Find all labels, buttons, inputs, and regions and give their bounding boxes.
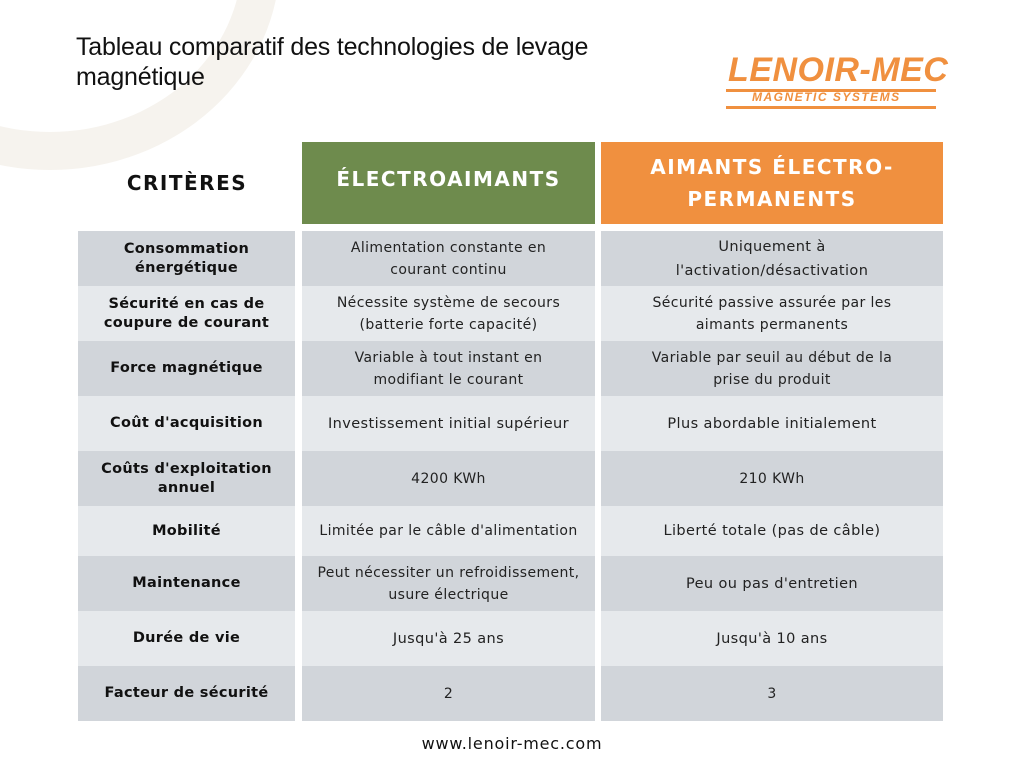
criterion-mobilite: Mobilité (78, 506, 295, 556)
header-electro-permanent (601, 142, 943, 224)
header-electromagnets: ÉLECTROAIMANTS (302, 142, 595, 224)
permanent-securite: Sécurité passive assurée par les aimants permanents (601, 286, 943, 341)
electro-maintenance: Peut nécessiter un refroidissement, usure électrique (302, 556, 595, 611)
electro-mobilite: Limitée par le câble d'alimentation (302, 506, 595, 556)
criterion-couts-exploitation: Coûts d'exploitation annuel (78, 451, 295, 506)
electro-consommation: Alimentation constante en courant continu (302, 231, 595, 286)
criterion-maintenance: Maintenance (78, 556, 295, 611)
criterion-securite: Sécurité en cas de coupure de courant (78, 286, 295, 341)
criterion-duree-vie: Durée de vie (78, 611, 295, 666)
criterion-cout-acquisition: Coût d'acquisition (78, 396, 295, 451)
electro-securite: Nécessite système de secours (batterie forte capacité) (302, 286, 595, 341)
electro-duree-vie: Jusqu'à 25 ans (302, 611, 595, 666)
electro-cout-acquisition: Investissement initial supérieur (302, 396, 595, 451)
permanent-mobilite: Liberté totale (pas de câble) (601, 506, 943, 556)
criterion-facteur-securite: Facteur de sécurité (78, 666, 295, 721)
electro-facteur-securite: 2 (302, 666, 595, 721)
electro-couts-exploitation: 4200 KWh (302, 451, 595, 506)
permanent-force: Variable par seuil au début de la prise du produit (601, 341, 943, 396)
header-electro-permanent-line1: AIMANTS ÉLECTRO- (650, 155, 894, 179)
header-criteria: CRITÈRES (126, 171, 248, 195)
electro-force: Variable à tout instant en modifiant le courant (302, 341, 595, 396)
permanent-facteur-securite: 3 (601, 666, 943, 721)
criterion-consommation: Consommation énergétique (78, 231, 295, 286)
company-logo (722, 51, 949, 112)
logo-subtitle: MAGNETIC SYSTEMS (752, 90, 901, 104)
logo-name: LENOIR-MEC (728, 51, 949, 89)
page-title: Tableau comparatif des technologies de levage magnétique (76, 33, 589, 91)
permanent-maintenance: Peu ou pas d'entretien (601, 556, 943, 611)
logo-bar-bottom (726, 106, 936, 109)
permanent-cout-acquisition: Plus abordable initialement (601, 396, 943, 451)
permanent-couts-exploitation: 210 KWh (601, 451, 943, 506)
permanent-duree-vie: Jusqu'à 10 ans (601, 611, 943, 666)
header-electro-permanent-line2: PERMANENTS (687, 187, 857, 211)
website-url: www.lenoir-mec.com (421, 734, 603, 753)
permanent-consommation: Uniquement à l'activation/désactivation (601, 231, 943, 286)
criterion-force: Force magnétique (78, 341, 295, 396)
